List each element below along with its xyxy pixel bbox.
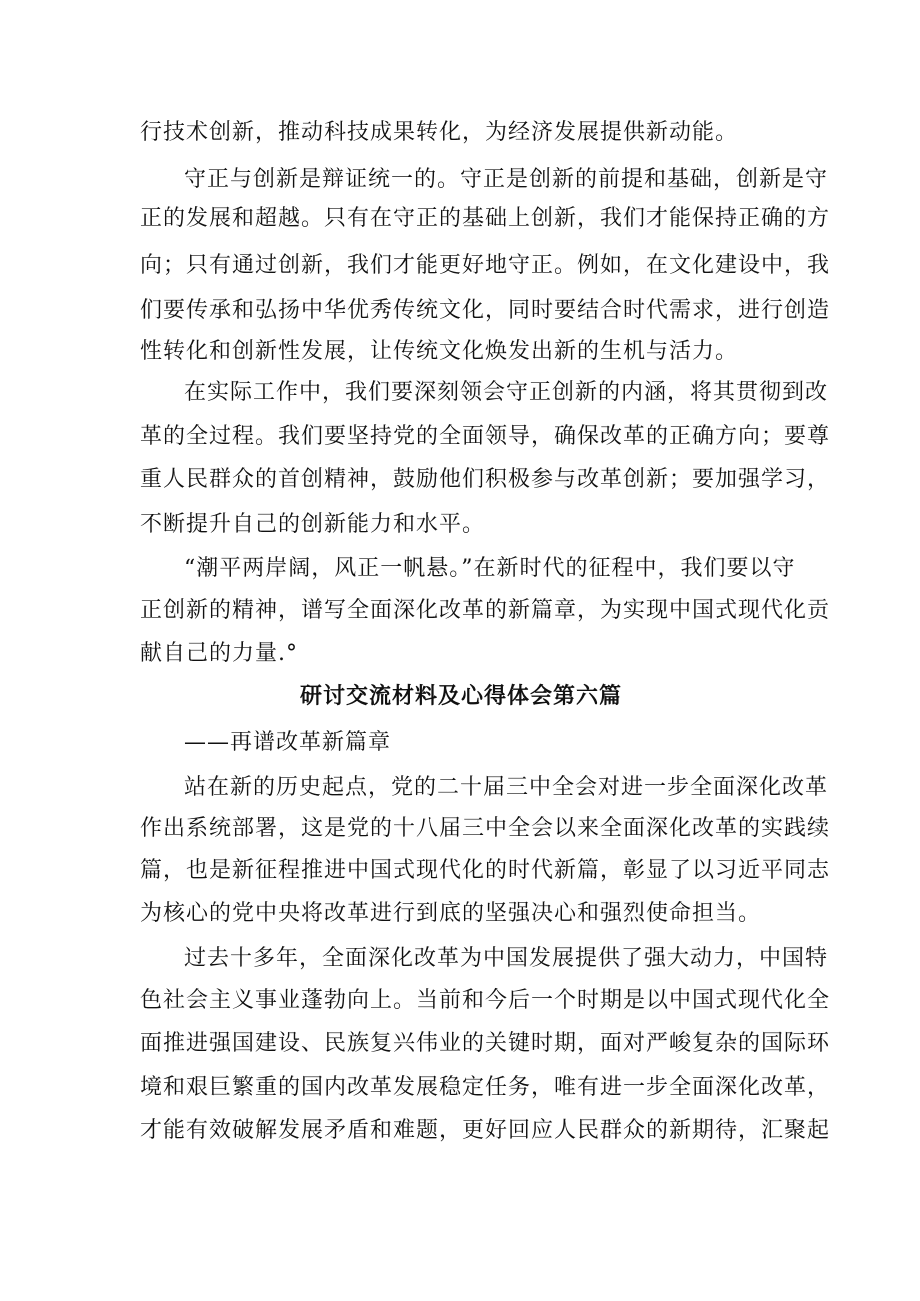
- paragraph-line: 色社会主义事业蓬勃向上。当前和今后一个时期是以中国式现代化全: [140, 988, 831, 1013]
- paragraph-line: 正创新的精神，谱写全面深化改革的新篇章，为实现中国式现代化贡: [140, 598, 831, 623]
- paragraph-line: 行技术创新，推动科技成果转化，为经济发展提供新动能。: [140, 120, 739, 145]
- paragraph-line: 革的全过程。我们要坚持党的全面领导，确保改革的正确方向；要尊: [140, 424, 831, 449]
- paragraph-line: 重人民群众的首创精神，鼓励他们积极参与改革创新；要加强学习，: [140, 467, 831, 492]
- paragraph-line: “潮平两岸阔，风正一帆悬。”在新时代的征程中，我们要以守: [184, 556, 796, 581]
- paragraph-line: 站在新的历史起点，党的二十届三中全会对进一步全面深化改革: [184, 775, 829, 800]
- paragraph-line: 过去十多年，全面深化改革为中国发展提供了强大动力，中国特: [184, 946, 829, 971]
- paragraph-line: 才能有效破解发展矛盾和难题，更好回应人民群众的新期待，汇聚起: [140, 1118, 831, 1143]
- section-heading: 研讨交流材料及心得体会第六篇: [300, 683, 623, 709]
- paragraph-line: 作出系统部署，这是党的十八届三中全会以来全面深化改革的实践续: [140, 816, 831, 841]
- paragraph-line: 境和艰巨繁重的国内改革发展稳定任务，唯有进一步全面深化改革，: [140, 1075, 831, 1100]
- paragraph-line: 向；只有通过创新，我们才能更好地守正。例如，在文化建设中，我: [140, 253, 831, 278]
- paragraph-line: 不断提升自己的创新能力和水平。: [140, 512, 486, 537]
- paragraph-line: 正的发展和超越。只有在守正的基础上创新，我们才能保持正确的方: [140, 206, 831, 231]
- paragraph-line: 在实际工作中，我们要深刻领会守正创新的内涵，将其贯彻到改: [184, 380, 829, 405]
- paragraph-line: 献自己的力量.°: [140, 641, 298, 666]
- paragraph-line: 篇，也是新征程推进中国式现代化的时代新篇，彰显了以习近平同志: [140, 858, 831, 883]
- paragraph-line: 面推进强国建设、民族复兴伟业的关键时期，面对严峻复杂的国际环: [140, 1031, 831, 1056]
- paragraph-line: 们要传承和弘扬中华优秀传统文化，同时要结合时代需求，进行创造: [140, 298, 831, 323]
- section-subtitle: ——再谱改革新篇章: [184, 730, 392, 755]
- paragraph-line: 性转化和创新性发展，让传统文化焕发出新的生机与活力。: [140, 339, 739, 364]
- paragraph-line: 守正与创新是辩证统一的。守正是创新的前提和基础，创新是守: [184, 167, 829, 192]
- paragraph-line: 为核心的党中央将改革进行到底的坚强决心和强烈使命担当。: [140, 901, 762, 926]
